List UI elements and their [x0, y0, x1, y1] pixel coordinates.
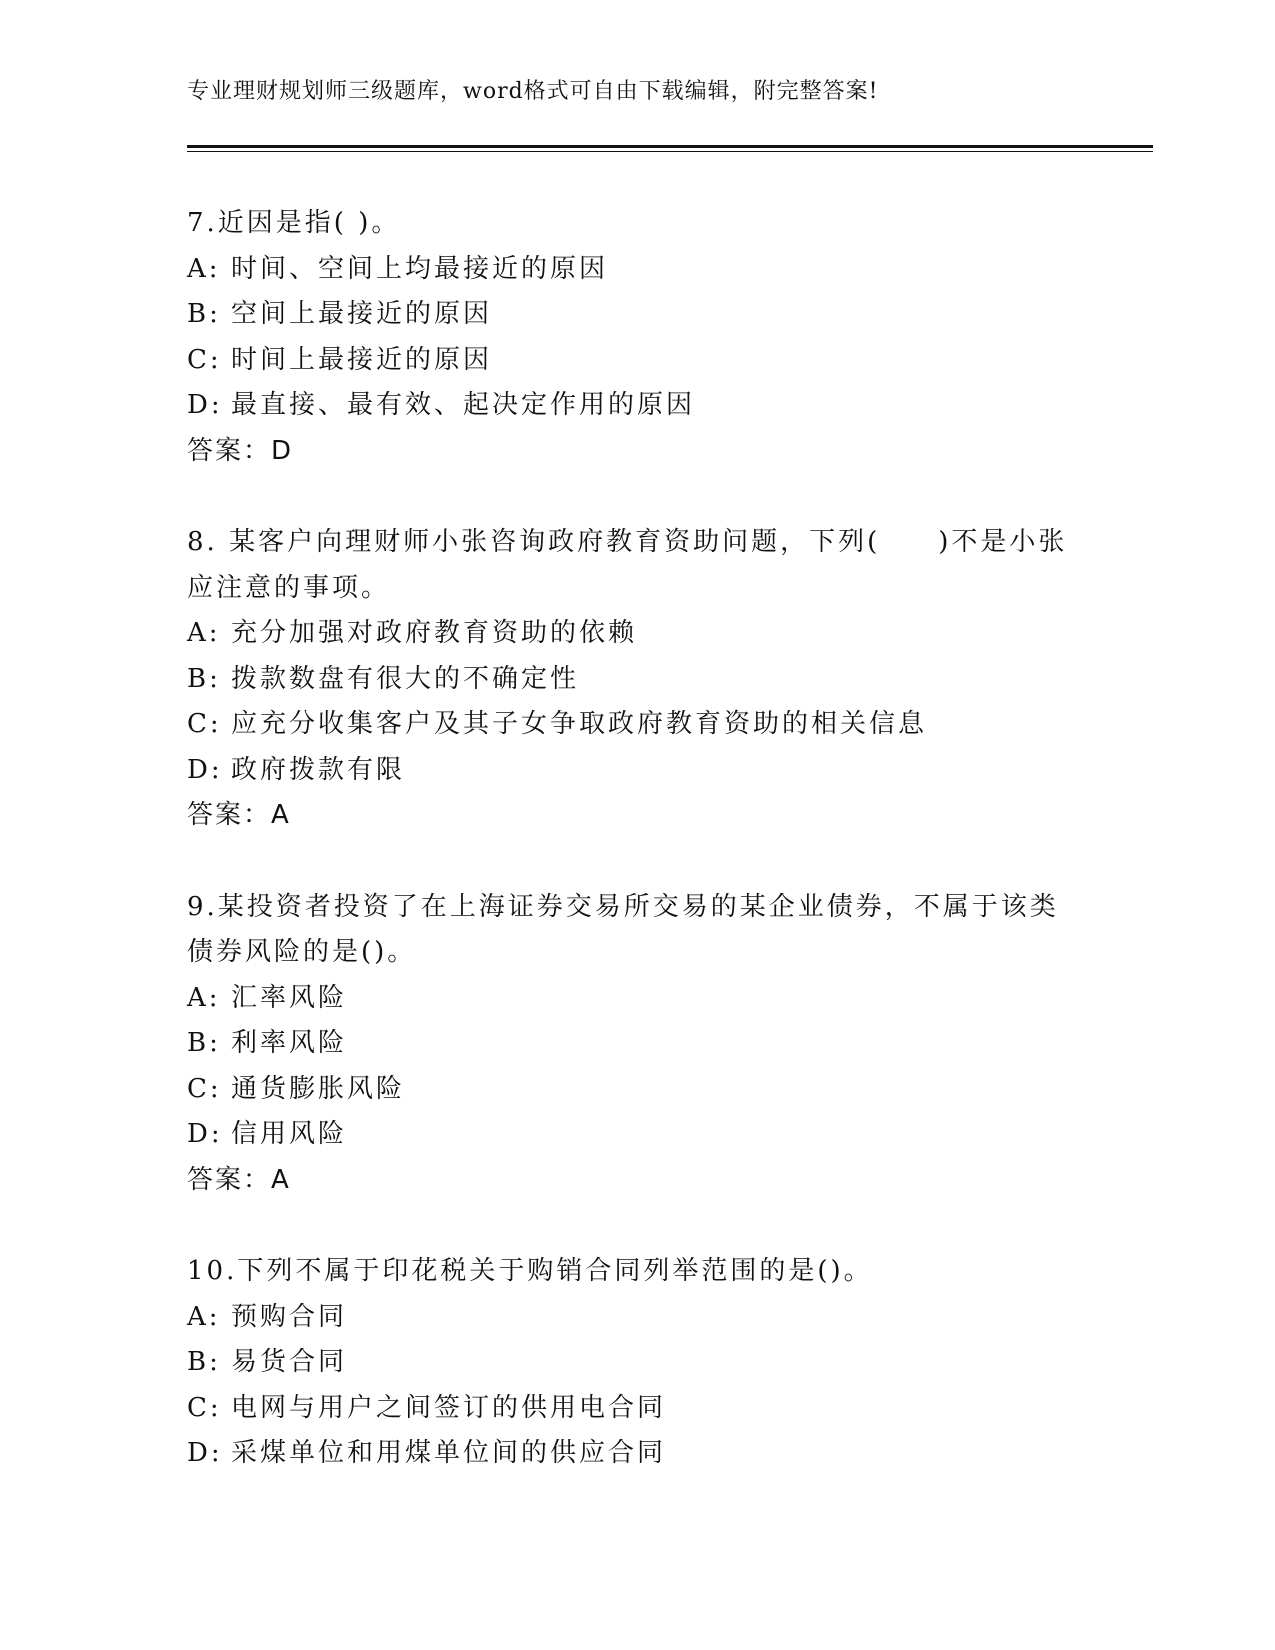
question-8: [187, 520, 1087, 839]
option-b: [187, 657, 1087, 703]
question-stem: 10.下列不属于印花税关于购销合同列举范围的是()。: [187, 1256, 873, 1286]
option-text: 电网与用户之间签订的供用电合同: [231, 1392, 667, 1423]
option-letter: A:: [187, 253, 221, 284]
option-text: 空间上最接近的原因: [231, 299, 493, 329]
option-letter: D:: [187, 1119, 223, 1149]
question-9: [187, 885, 1087, 1204]
option-a: [187, 611, 1087, 657]
question-list: [187, 201, 1087, 1477]
option-letter: D:: [187, 1438, 223, 1468]
option-text: 汇率风险: [231, 982, 348, 1013]
option-a: [187, 247, 1087, 293]
option-text: 通货膨胀风险: [231, 1073, 406, 1104]
question-stem: 8. 某客户向理财师小张咨询政府教育资助问题，下列( )不是小张: [187, 527, 1068, 557]
option-text: 易货合同: [231, 1347, 348, 1377]
option-letter: C:: [187, 344, 222, 375]
option-d: [187, 748, 1087, 794]
option-text: 拨款数盘有很大的不确定性: [231, 663, 580, 694]
option-b: [187, 1340, 1087, 1386]
option-c: [187, 338, 1087, 384]
option-text: 时间、空间上均最接近的原因: [231, 253, 609, 284]
question-10: [187, 1249, 1087, 1477]
option-c: [187, 1067, 1087, 1113]
option-c: [187, 1386, 1087, 1432]
answer: 答案：D: [187, 435, 294, 466]
option-d: [187, 383, 1087, 429]
option-text: 最直接、最有效、起决定作用的原因: [231, 390, 696, 420]
answer: 答案：A: [187, 800, 291, 830]
option-a: [187, 1295, 1087, 1341]
option-d: [187, 1112, 1087, 1158]
option-letter: C:: [187, 1073, 222, 1104]
question-stem-continued: 债券风险的是()。: [187, 937, 417, 967]
option-text: 充分加强对政府教育资助的依赖: [231, 618, 638, 648]
option-letter: D:: [187, 390, 223, 420]
option-letter: A:: [187, 1301, 221, 1332]
option-letter: B:: [187, 299, 221, 329]
option-text: 采煤单位和用煤单位间的供应合同: [231, 1438, 667, 1468]
answer: 答案：A: [187, 1164, 291, 1195]
option-c: [187, 702, 1087, 748]
option-text: 信用风险: [231, 1119, 348, 1149]
option-letter: B:: [187, 1028, 221, 1058]
option-text: 预购合同: [231, 1301, 348, 1332]
option-text: 应充分收集客户及其子女争取政府教育资助的相关信息: [231, 709, 928, 739]
question-7: [187, 201, 1087, 474]
question-stem: 7.近因是指( )。: [187, 208, 401, 238]
option-letter: A:: [187, 982, 221, 1013]
option-text: 时间上最接近的原因: [231, 344, 493, 375]
option-letter: C:: [187, 1392, 222, 1423]
question-stem: 9.某投资者投资了在上海证券交易所交易的某企业债券，不属于该类: [187, 891, 1059, 922]
document-header: 专业理财规划师三级题库，word格式可自由下载编辑，附完整答案!: [187, 79, 879, 104]
option-text: 利率风险: [231, 1028, 348, 1058]
option-b: [187, 292, 1087, 338]
option-letter: B:: [187, 1347, 221, 1377]
option-d: [187, 1431, 1087, 1477]
option-text: 政府拨款有限: [231, 754, 406, 785]
option-b: [187, 1021, 1087, 1067]
option-letter: B:: [187, 663, 221, 694]
question-stem-continued: 应注意的事项。: [187, 572, 391, 603]
option-letter: C:: [187, 709, 222, 739]
header-rule-thin: [187, 151, 1153, 152]
header-rule-thick: [187, 145, 1153, 148]
option-letter: A:: [187, 618, 221, 648]
option-a: [187, 976, 1087, 1022]
option-letter: D:: [187, 754, 223, 785]
